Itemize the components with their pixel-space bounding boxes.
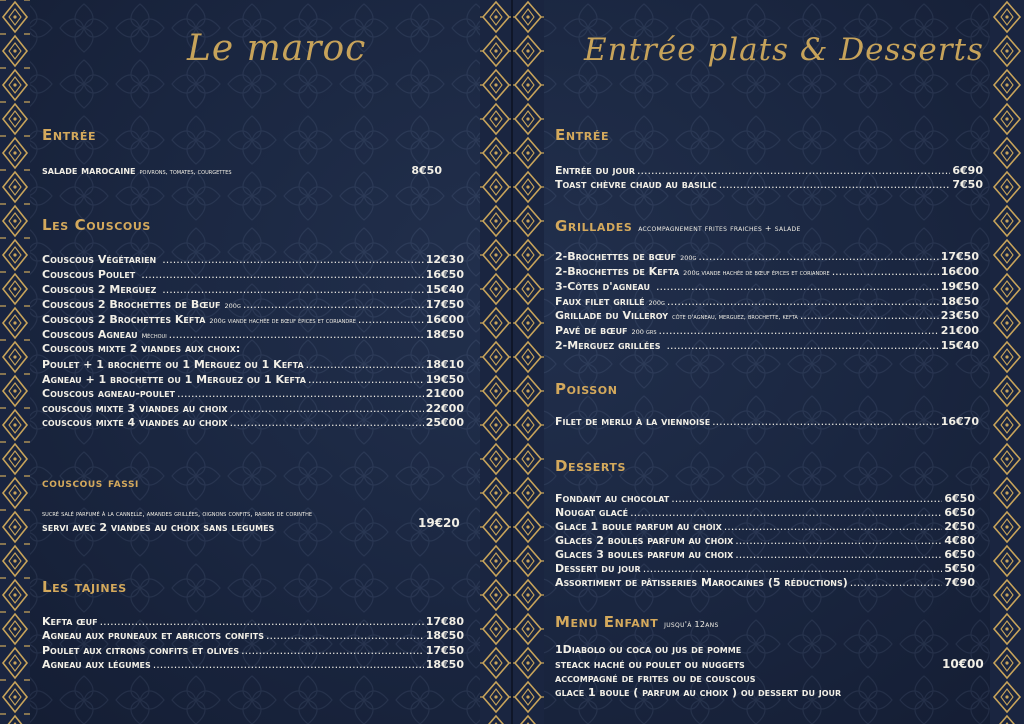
left-ornament-border [0, 0, 30, 724]
menu-item: Couscous 2 Brochettes Kefta 200g viande hachée de bœuf épices et coriandre ..... 16€00 [42, 313, 464, 326]
menu-enfant-heading: Menu Enfant jusqu'à 12ans [555, 613, 719, 631]
enfant-line: glace 1 boule ( parfum au choix ) ou dessert du jour [555, 686, 842, 699]
menu-item: Fondant au chocolat ..... 6€50 [555, 492, 975, 505]
menu-item: Entrée du jour ..... 6€90 [555, 164, 983, 177]
enfant-line: steack haché ou poulet ou nuggets [555, 658, 745, 671]
menu-item: Kefta œuf ..... 17€80 [42, 615, 464, 628]
left-page-title: Le maroc [187, 28, 367, 69]
enfant-line: accompagné de frites ou de couscous [555, 672, 756, 685]
menu-item: Filet de merlu à la viennoise ..... 16€70 [555, 415, 979, 428]
fassi-heading: couscous fassi [42, 476, 140, 491]
menu-item: 2-Merguez grillées ..... 15€40 [555, 339, 979, 352]
menu-item: Agneau + 1 brochette ou 1 Merguez ou 1 Kefta ..... 19€50 [42, 373, 464, 386]
menu-item: couscous mixte 3 viandes au choix ..... 22€00 [42, 402, 464, 415]
menu-item: Agneau aux pruneaux et abricots confits ..... 18€50 [42, 629, 464, 642]
entree-heading: Entrée [42, 126, 97, 144]
menu-item: Couscous Agneau Méchoui ..... 18€50 [42, 328, 464, 341]
left-page [30, 0, 480, 724]
menu-item: Couscous agneau-poulet ..... 21€00 [42, 387, 464, 400]
menu-item: Grillade du Villeroy côte d'agneau, merguez, brochette, kefta ..... 23€50 [555, 309, 979, 322]
poisson-heading: Poisson [555, 380, 618, 398]
menu-item: Pavé de bœuf 200 grs ..... 21€00 [555, 324, 979, 337]
grillades-heading: Grillades accompagnement frites fraiches + salade [555, 217, 801, 235]
mixte-label: Couscous mixte 2 viandes aux choix: [42, 342, 241, 355]
menu-item: Couscous Poulet ..... 16€50 [42, 268, 464, 281]
menu-item: 2-Brochettes de bœuf 200g ..... 17€50 [555, 250, 979, 263]
menu-item: Glaces 3 boules parfum au choix ..... 6€50 [555, 548, 975, 561]
menu-item: Nougat glacé ..... 6€50 [555, 506, 975, 519]
menu-item: Dessert du jour ..... 5€50 [555, 562, 975, 575]
enfant-line: 1Diabolo ou coca ou jus de pomme [555, 643, 742, 656]
menu-item: Couscous 2 Merguez ..... 15€40 [42, 283, 464, 296]
right-ornament-border [990, 0, 1024, 724]
menu-item: Couscous Végétarien ..... 12€30 [42, 253, 464, 266]
menu-item: 2-Brochettes de Kefta 200g viande hachée de bœuf épices et coriandre ..... 16€00 [555, 265, 979, 278]
desserts-heading: Desserts [555, 457, 627, 475]
tajines-heading: Les tajines [42, 578, 127, 596]
menu-item: Glace 1 boule parfum au choix ..... 2€50 [555, 520, 975, 533]
menu-item: Toast chèvre chaud au basilic ..... 7€50 [555, 178, 983, 191]
menu-item: Couscous 2 Brochettes de Bœuf 200g ..... 17€50 [42, 298, 464, 311]
right-page [548, 0, 990, 724]
menu-item: couscous mixte 4 viandes au choix ..... 25€00 [42, 416, 464, 429]
menu-item: Glaces 2 boules parfum au choix ..... 4€80 [555, 534, 975, 547]
fassi-price: 19€20 [418, 516, 460, 530]
menu-item: 3-Côtes d'agneau ..... 19€50 [555, 280, 979, 293]
menu-item: Assortiment de pâtisseries Marocaines (5 réductions) ..... 7€90 [555, 576, 975, 589]
enfant-price: 10€00 [942, 657, 984, 671]
fassi-note: sucré salé parfumé à la cannelle, amandes grillées, oignons confits, raisins de corinthe [42, 510, 312, 518]
menu-item: Agneau aux légumes ..... 18€50 [42, 658, 464, 671]
couscous-heading: Les Couscous [42, 216, 151, 234]
menu-item: Faux filet grillé 200g ..... 18€50 [555, 295, 979, 308]
menu-item: Poulet aux citrons confits et olives ..... 17€50 [42, 644, 464, 657]
entree-heading: Entrée [555, 126, 610, 144]
center-ornament-border [480, 0, 544, 724]
fassi-line: servi avec 2 viandes au choix sans legumes [42, 521, 275, 534]
menu-item: salade marocaine poivrons, tomates, courgettes 8€50 [42, 164, 442, 177]
right-page-title: Entrée plats & Desserts [584, 32, 984, 68]
menu-item: Poulet + 1 brochette ou 1 Merguez ou 1 Kefta ..... 18€10 [42, 358, 464, 371]
